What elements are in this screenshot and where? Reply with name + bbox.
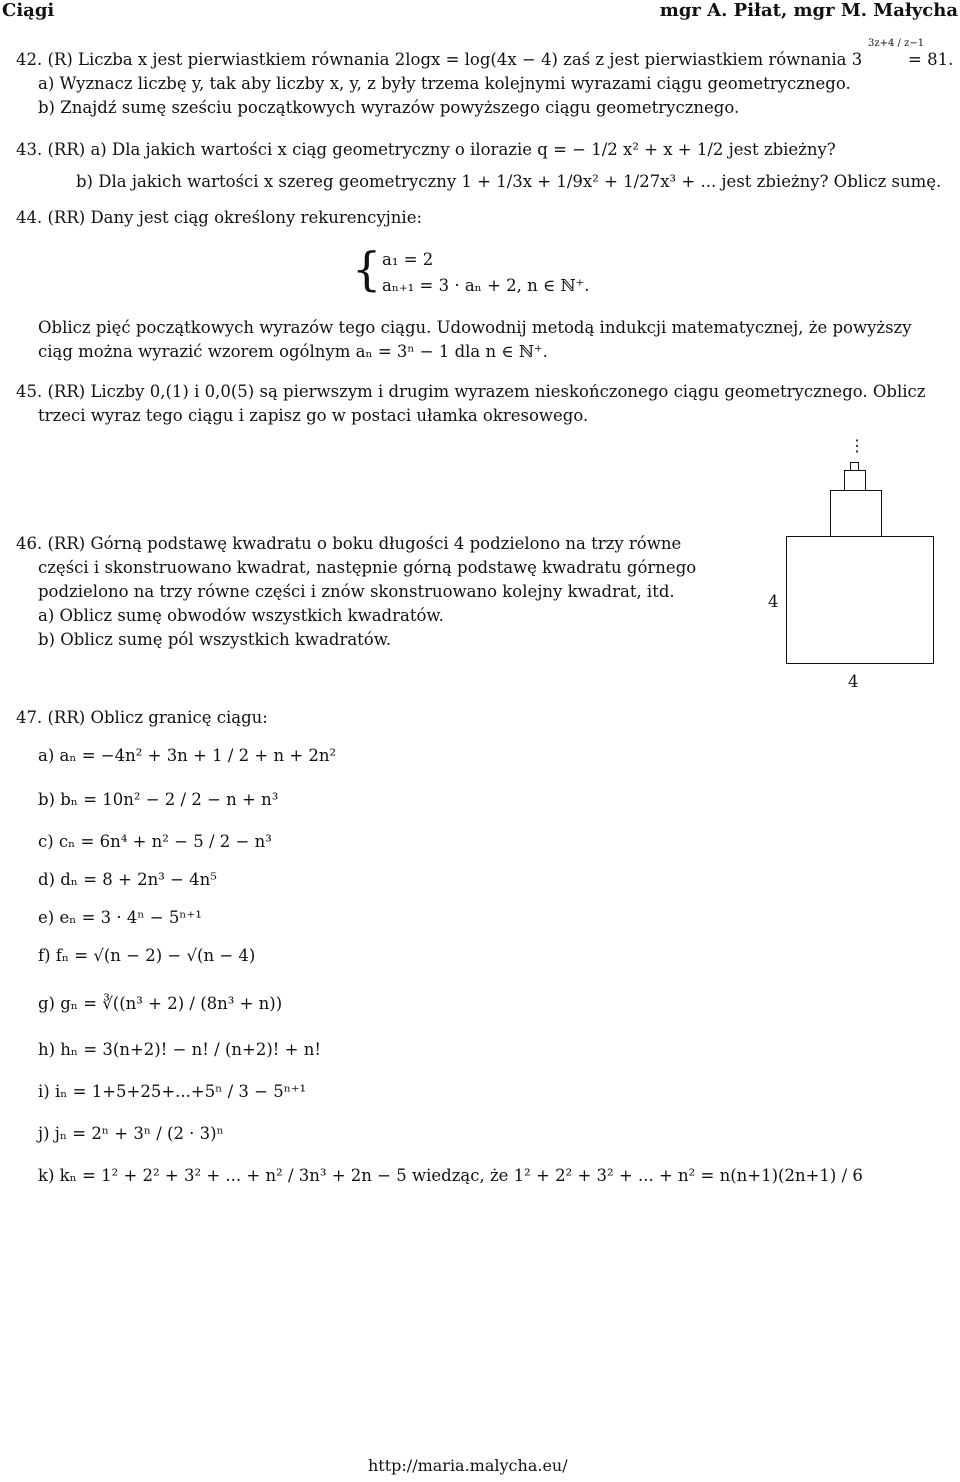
limit-item-g: g) gₙ = ∛((n³ + 2) / (8n³ + n)) <box>38 994 283 1013</box>
tiny-square <box>850 462 859 471</box>
problem-42-exponent: 3z+4 / z−1 <box>868 38 925 49</box>
problem-47-title: 47. (RR) Oblicz granicę ciągu: <box>16 708 268 727</box>
middle-square <box>830 490 882 537</box>
problem-44-line-1: 44. (RR) Dany jest ciąg określony rekurencyjnie: <box>16 208 423 227</box>
problem-44-line-3: ciąg można wyrazić wzorem ogólnym aₙ = 3ⁿ − 1 dla n ∈ ℕ⁺. <box>38 342 548 361</box>
problem-46-line-5: b) Oblicz sumę pól wszystkich kwadratów. <box>38 630 392 649</box>
big-square <box>786 536 934 664</box>
problem-45-line-2: trzeci wyraz tego ciągu i zapisz go w postaci ułamka okresowego. <box>38 406 589 425</box>
problem-44-line-2: Oblicz pięć początkowych wyrazów tego ciągu. Udowodnij metodą indukcji matematycznej, że powyższy <box>38 318 912 337</box>
problem-42-line-2: a) Wyznacz liczbę y, tak aby liczby x, y, z były trzema kolejnymi wyrazami ciągu geometrycznego. <box>38 74 851 93</box>
figure-continuation-dots: ⋮ <box>849 436 865 455</box>
limit-item-i: i) iₙ = 1+5+25+...+5ⁿ / 3 − 5ⁿ⁺¹ <box>38 1082 307 1101</box>
system-brace: { <box>352 242 382 296</box>
header-authors: mgr A. Piłat, mgr M. Małycha <box>659 0 958 21</box>
problem-42-line-1-end: = 81. <box>908 50 954 69</box>
small-square <box>844 470 866 491</box>
header-title: Ciągi <box>2 0 55 21</box>
problem-43-line-1: 43. (RR) a) Dla jakich wartości x ciąg geometryczny o ilorazie q = − 1/2 x² + x + 1/2 jest zbieżny? <box>16 140 836 159</box>
limit-item-a: a) aₙ = −4n² + 3n + 1 / 2 + n + 2n² <box>38 746 337 765</box>
problem-46-line-2: części i skonstruowano kwadrat, następnie górną podstawę kwadratu górnego <box>38 558 697 577</box>
problem-42-line-1: 42. (R) Liczba x jest pierwiastkiem równania 2logx = log(4x − 4) zaś z jest pierwiastkiem równania 3 <box>16 50 863 69</box>
limit-item-j: j) jₙ = 2ⁿ + 3ⁿ / (2 · 3)ⁿ <box>38 1124 224 1143</box>
limit-item-b: b) bₙ = 10n² − 2 / 2 − n + n³ <box>38 790 279 809</box>
problem-42-line-3: b) Znajdź sumę sześciu początkowych wyrazów powyższego ciągu geometrycznego. <box>38 98 740 117</box>
limit-item-c: c) cₙ = 6n⁴ + n² − 5 / 2 − n³ <box>38 832 272 851</box>
problem-43-line-2: b) Dla jakich wartości x szereg geometryczny 1 + 1/3x + 1/9x² + 1/27x³ + ... jest zbieżny? Oblicz sumę. <box>76 172 942 191</box>
limit-item-d: d) dₙ = 8 + 2n³ − 4n⁵ <box>38 870 217 889</box>
problem-46-line-1: 46. (RR) Górną podstawę kwadratu o boku długości 4 podzielono na trzy równe <box>16 534 682 553</box>
limit-item-e: e) eₙ = 3 · 4ⁿ − 5ⁿ⁺¹ <box>38 908 202 927</box>
problem-46-line-4: a) Oblicz sumę obwodów wszystkich kwadratów. <box>38 606 444 625</box>
problem-44-system-eq-2: aₙ₊₁ = 3 · aₙ + 2, n ∈ ℕ⁺. <box>382 276 590 295</box>
problem-45-line-1: 45. (RR) Liczby 0,(1) i 0,0(5) są pierwszym i drugim wyrazem nieskończonego ciągu geometrycznego. Oblicz <box>16 382 926 401</box>
figure-side-label: 4 <box>768 592 779 611</box>
problem-44-system-eq-1: a₁ = 2 <box>382 250 434 269</box>
problem-46-line-3: podzielono na trzy równe części i znów skonstruowano kolejny kwadrat, itd. <box>38 582 675 601</box>
limit-item-h: h) hₙ = 3(n+2)! − n! / (n+2)! + n! <box>38 1040 321 1059</box>
limit-item-f: f) fₙ = √(n − 2) − √(n − 4) <box>38 946 256 965</box>
figure-bottom-label: 4 <box>848 672 859 691</box>
limit-item-k: k) kₙ = 1² + 2² + 3² + ... + n² / 3n³ + 2n − 5 wiedząc, że 1² + 2² + 3² + ... + n² = n(n+1)(2n+1) / 6 <box>38 1166 863 1185</box>
footer-url: http://maria.malycha.eu/ <box>368 1456 568 1475</box>
